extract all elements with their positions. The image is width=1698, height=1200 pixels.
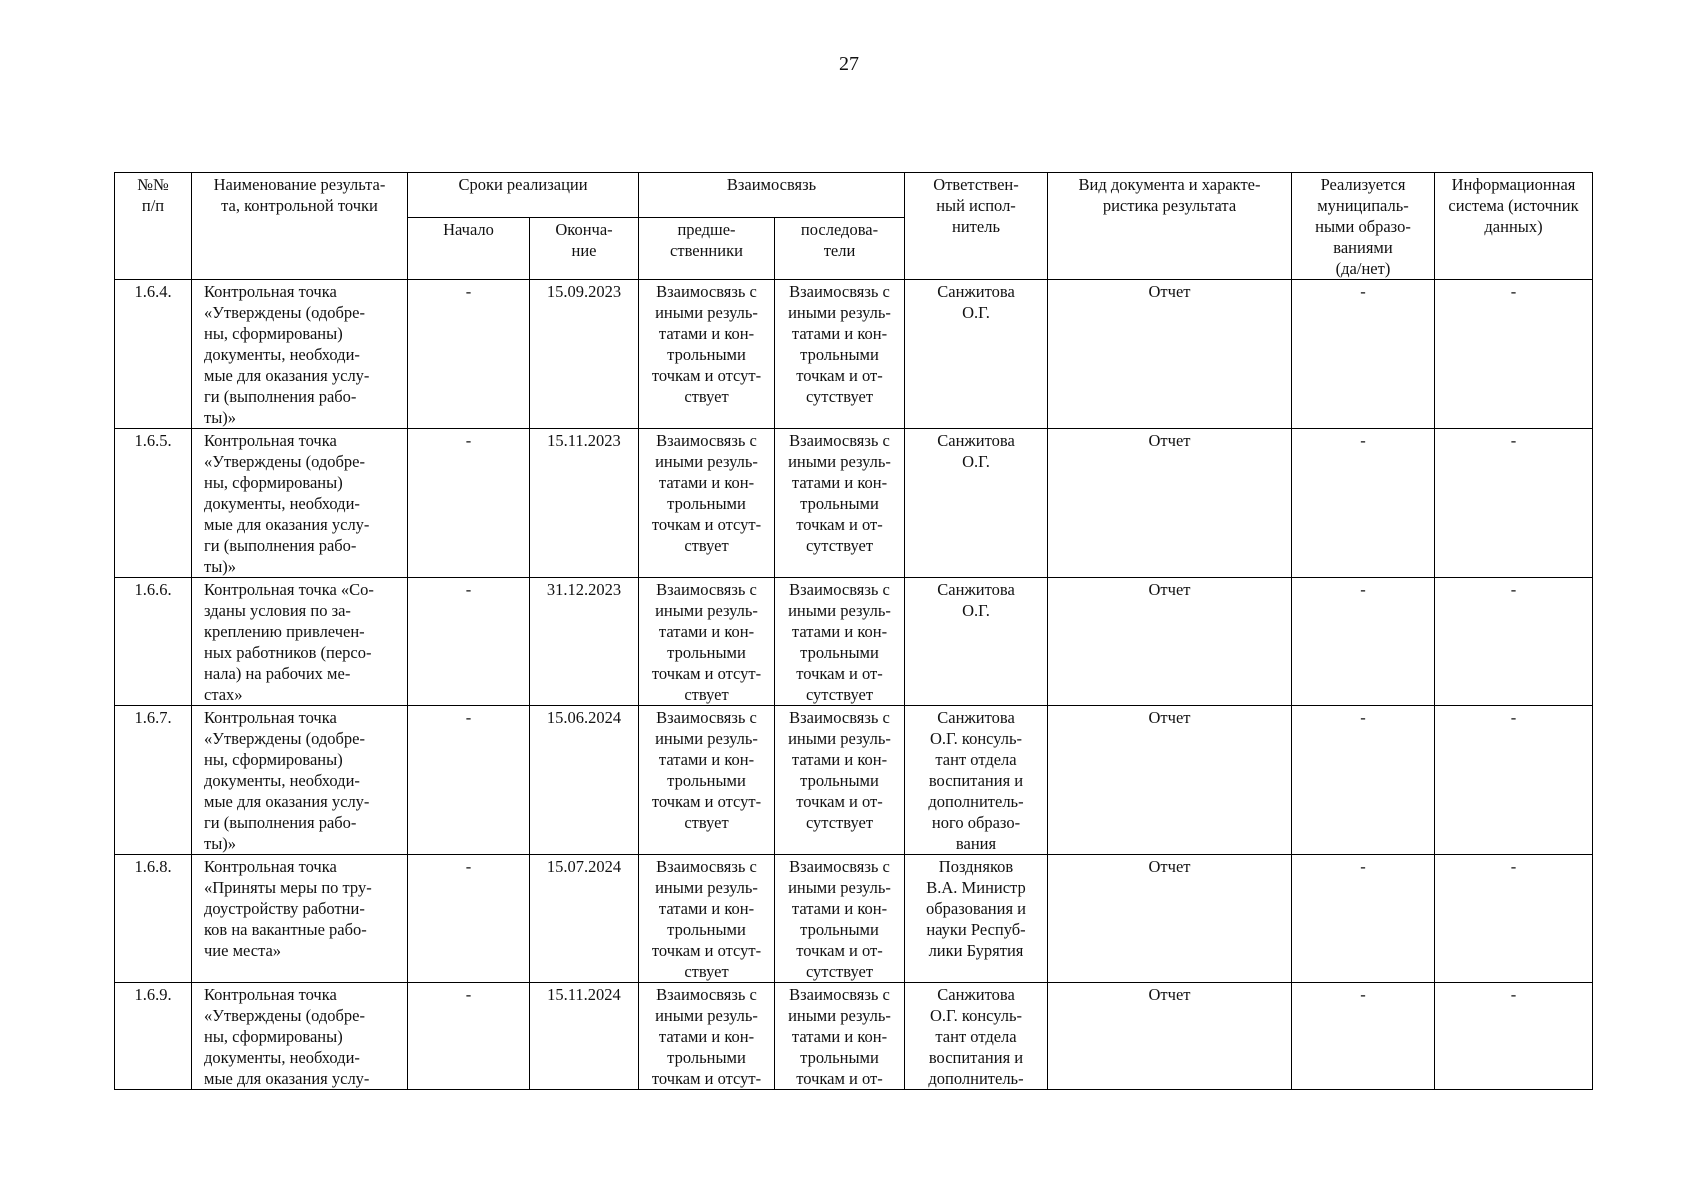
cell-predecessors: Взаимосвязь с иными резуль- татами и кон- трольными точкам и отсут- ствует	[639, 706, 775, 855]
cell-responsible: Санжитова О.Г.	[905, 578, 1048, 706]
table-row	[115, 855, 1593, 983]
header-info-system: Информационная система (источник данных)	[1435, 173, 1593, 280]
cell-predecessors: Взаимосвязь с иными резуль- татами и кон- трольными точкам и отсут-	[639, 983, 775, 1090]
cell-info-system: -	[1435, 429, 1593, 578]
cell-num: 1.6.4.	[115, 280, 192, 429]
cell-doc-type: Отчет	[1048, 706, 1292, 855]
cell-municipal: -	[1292, 706, 1435, 855]
cell-successors: Взаимосвязь с иными резуль- татами и кон- трольными точкам и от- сутствует	[775, 855, 905, 983]
cell-end: 15.07.2024	[530, 855, 639, 983]
table-header-row	[115, 173, 1593, 218]
cell-doc-type: Отчет	[1048, 429, 1292, 578]
cell-num: 1.6.6.	[115, 578, 192, 706]
cell-num: 1.6.9.	[115, 983, 192, 1090]
cell-num: 1.6.8.	[115, 855, 192, 983]
cell-name: Контрольная точка «Приняты меры по тру- доустройству работни- ков на вакантные рабо- чие места»	[192, 855, 408, 983]
cell-end: 15.06.2024	[530, 706, 639, 855]
cell-doc-type: Отчет	[1048, 855, 1292, 983]
cell-name: Контрольная точка «Утверждены (одобре- ны, сформированы) документы, необходи- мые для оказания услу- ги (выполнения рабо- ты)»	[192, 429, 408, 578]
control-points-table	[114, 172, 1593, 1090]
cell-responsible: Санжитова О.Г. консуль- тант отдела воспитания и дополнитель-	[905, 983, 1048, 1090]
table-row	[115, 280, 1593, 429]
cell-name: Контрольная точка «Со- зданы условия по за- креплению привлечен- ных работников (персо- нала) на рабочих ме- стах»	[192, 578, 408, 706]
cell-name: Контрольная точка «Утверждены (одобре- ны, сформированы) документы, необходи- мые для оказания услу- ги (выполнения рабо- ты)»	[192, 280, 408, 429]
cell-start: -	[408, 280, 530, 429]
cell-name: Контрольная точка «Утверждены (одобре- ны, сформированы) документы, необходи- мые для оказания услу- ги (выполнения рабо- ты)»	[192, 706, 408, 855]
cell-end: 15.11.2023	[530, 429, 639, 578]
header-responsible: Ответствен- ный испол- нитель	[905, 173, 1048, 280]
header-predecessors: предше- ственники	[639, 218, 775, 280]
cell-num: 1.6.5.	[115, 429, 192, 578]
cell-start: -	[408, 578, 530, 706]
cell-info-system: -	[1435, 280, 1593, 429]
header-name: Наименование результа- та, контрольной точки	[192, 173, 408, 280]
cell-start: -	[408, 855, 530, 983]
header-start: Начало	[408, 218, 530, 280]
cell-successors: Взаимосвязь с иными резуль- татами и кон- трольными точкам и от- сутствует	[775, 706, 905, 855]
header-terms: Сроки реализации	[408, 173, 639, 218]
table-row	[115, 706, 1593, 855]
header-end: Оконча- ние	[530, 218, 639, 280]
cell-doc-type: Отчет	[1048, 983, 1292, 1090]
table-row	[115, 429, 1593, 578]
cell-successors: Взаимосвязь с иными резуль- татами и кон- трольными точкам и от-	[775, 983, 905, 1090]
page-number: 27	[839, 53, 859, 75]
cell-start: -	[408, 983, 530, 1090]
cell-municipal: -	[1292, 280, 1435, 429]
cell-info-system: -	[1435, 578, 1593, 706]
table-row	[115, 983, 1593, 1090]
cell-municipal: -	[1292, 578, 1435, 706]
table-row	[115, 578, 1593, 706]
cell-predecessors: Взаимосвязь с иными резуль- татами и кон- трольными точкам и отсут- ствует	[639, 578, 775, 706]
cell-start: -	[408, 706, 530, 855]
cell-municipal: -	[1292, 429, 1435, 578]
cell-end: 31.12.2023	[530, 578, 639, 706]
cell-municipal: -	[1292, 855, 1435, 983]
cell-successors: Взаимосвязь с иными резуль- татами и кон- трольными точкам и от- сутствует	[775, 280, 905, 429]
cell-responsible: Поздняков В.А. Министр образования и науки Респуб- лики Бурятия	[905, 855, 1048, 983]
header-municipal: Реализуется муниципаль- ными образо- ваниями (да/нет)	[1292, 173, 1435, 280]
cell-responsible: Санжитова О.Г.	[905, 429, 1048, 578]
cell-name: Контрольная точка «Утверждены (одобре- ны, сформированы) документы, необходи- мые для оказания услу-	[192, 983, 408, 1090]
cell-end: 15.09.2023	[530, 280, 639, 429]
cell-predecessors: Взаимосвязь с иными резуль- татами и кон- трольными точкам и отсут- ствует	[639, 855, 775, 983]
cell-info-system: -	[1435, 983, 1593, 1090]
cell-predecessors: Взаимосвязь с иными резуль- татами и кон- трольными точкам и отсут- ствует	[639, 280, 775, 429]
header-successors: последова- тели	[775, 218, 905, 280]
cell-doc-type: Отчет	[1048, 280, 1292, 429]
cell-info-system: -	[1435, 855, 1593, 983]
cell-info-system: -	[1435, 706, 1593, 855]
cell-end: 15.11.2024	[530, 983, 639, 1090]
cell-num: 1.6.7.	[115, 706, 192, 855]
cell-responsible: Санжитова О.Г. консуль- тант отдела воспитания и дополнитель- ного образо- вания	[905, 706, 1048, 855]
header-num: №№ п/п	[115, 173, 192, 280]
cell-municipal: -	[1292, 983, 1435, 1090]
cell-predecessors: Взаимосвязь с иными резуль- татами и кон- трольными точкам и отсут- ствует	[639, 429, 775, 578]
cell-doc-type: Отчет	[1048, 578, 1292, 706]
cell-start: -	[408, 429, 530, 578]
header-doc-type: Вид документа и характе- ристика результата	[1048, 173, 1292, 280]
cell-successors: Взаимосвязь с иными резуль- татами и кон- трольными точкам и от- сутствует	[775, 578, 905, 706]
cell-successors: Взаимосвязь с иными резуль- татами и кон- трольными точкам и от- сутствует	[775, 429, 905, 578]
header-relation: Взаимосвязь	[639, 173, 905, 218]
cell-responsible: Санжитова О.Г.	[905, 280, 1048, 429]
